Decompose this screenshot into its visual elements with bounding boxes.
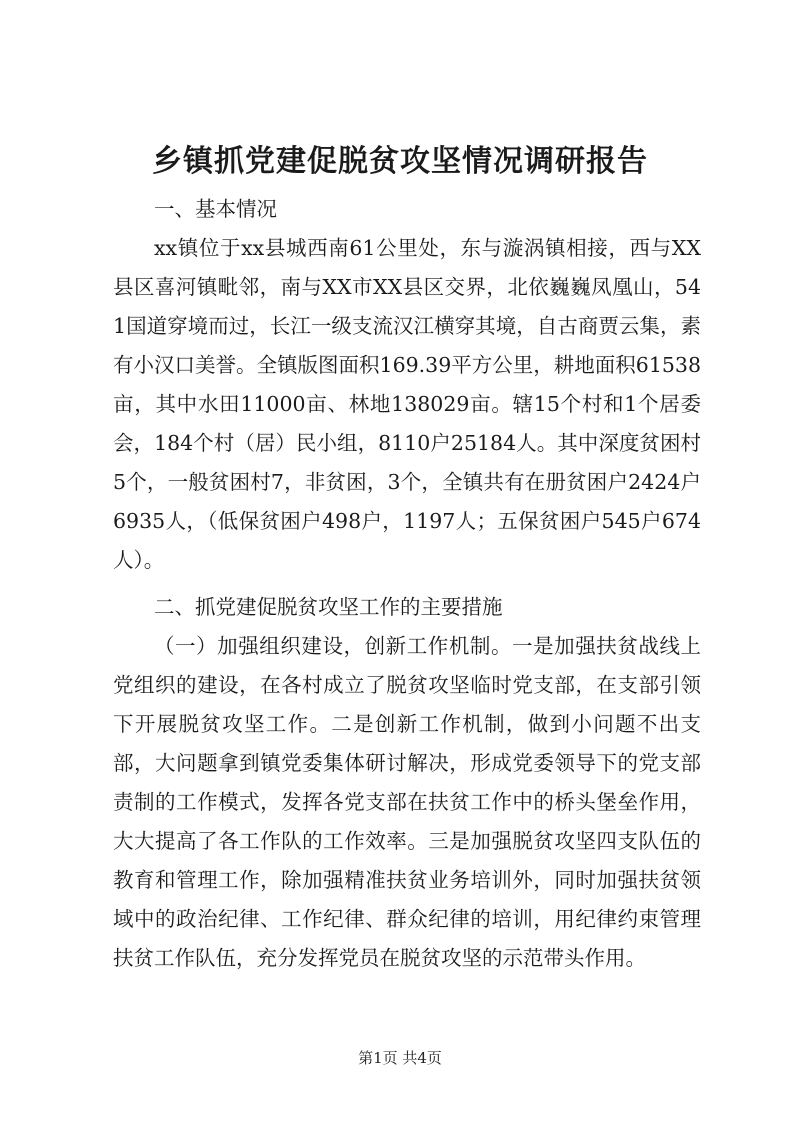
paragraph-organization-building: （一）加强组织建设，创新工作机制。一是加强扶贫战线上党组织的建设，在各村成立了脱贫攻坚临时党支部，在支部引领下开展脱贫攻坚工作。二是创新工作机制，做到小问题不出支部，大问题拿到镇党委集体研讨解决，形成党委领导下的党支部责制的工作模式，发挥各党支部在扶贫工作中的桥头堡垒作用，大大提高了各工作队的工作效率。三是加强脱贫攻坚四支队伍的教育和管理工作，除加强精准扶贫业务培训外，同时加强扶贫领域中的政治纪律、工作纪律、群众纪律的培训，用纪律约束管理扶贫工作队伍，充分发挥党员在脱贫攻坚的示范带头作用。 [113, 634, 701, 970]
section-heading-main-measures: 二、抓党建促脱贫攻坚工作的主要措施 [154, 595, 503, 619]
paragraph-basic-info: xx镇位于xx县城西南61公里处，东与漩涡镇相接，西与XX县区喜河镇毗邻，南与XX市XX县区交界，北依巍巍凤凰山，541国道穿境而过，长江一级支流汉江横穿其境，自古商贾云集，素有小汉口美誉。全镇版图面积169.39平方公里，耕地面积61538亩，其中水田11000亩、林地138029亩。辖15个村和1个居委会，184个村（居）民小组，8110户25184人。其中深度贫困村5个，一般贫困村7，非贫困，3个，全镇共有在册贫困户2424户6935人，（低保贫困户498户，1197人；五保贫困户545户674人）。 [113, 236, 701, 572]
section-heading-basic-info: 一、基本情况 [154, 197, 277, 221]
document-body [113, 190, 701, 978]
page-title: 乡镇抓党建促脱贫攻坚情况调研报告 [152, 144, 648, 179]
page-number-footer: 第1页 共4页 [358, 1049, 442, 1067]
